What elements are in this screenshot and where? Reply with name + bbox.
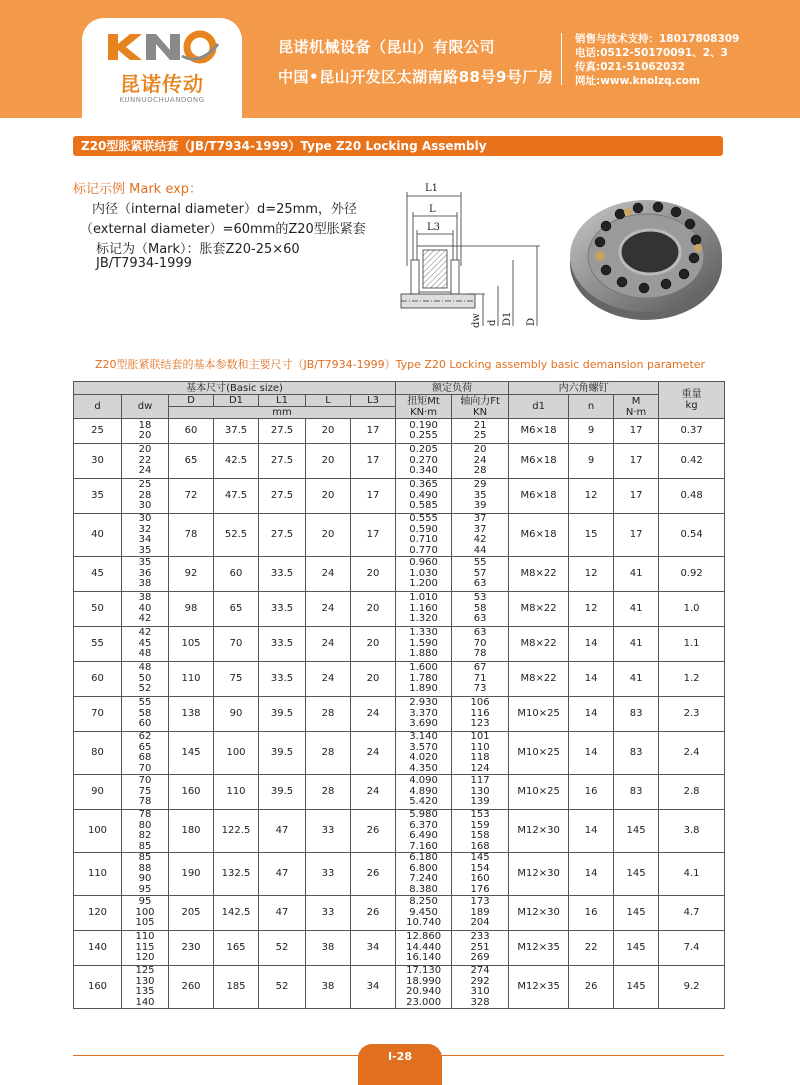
cell-dw: 25 28 30: [122, 479, 169, 514]
cell-L: 28: [306, 697, 351, 732]
cell-D: 260: [169, 966, 214, 1009]
cell-L: 20: [306, 479, 351, 514]
cell-D1: 132.5: [214, 853, 259, 896]
cell-d: 30: [74, 444, 122, 479]
header-col-L: L: [306, 395, 351, 407]
header-col-L1: L1: [259, 395, 306, 407]
cell-kg: 7.4: [659, 931, 725, 966]
cell-n: 15: [569, 514, 614, 557]
cell-d1: M10×25: [509, 697, 569, 732]
cell-d: 160: [74, 966, 122, 1009]
cell-mt: 1.010 1.160 1.320: [396, 592, 452, 627]
cell-m: 83: [614, 697, 659, 732]
cell-n: 14: [569, 853, 614, 896]
cell-m: 145: [614, 931, 659, 966]
cell-d1: M6×18: [509, 479, 569, 514]
cell-n: 22: [569, 931, 614, 966]
table-row: [74, 479, 725, 514]
cell-L3: 24: [351, 732, 396, 775]
table-row: [74, 444, 725, 479]
header-col-D: D: [169, 395, 214, 407]
header-col-d1: d1: [509, 395, 569, 419]
cell-ft: 173 189 204: [452, 896, 509, 931]
cell-D: 180: [169, 810, 214, 853]
cell-ft: 106 116 123: [452, 697, 509, 732]
cell-m: 145: [614, 810, 659, 853]
header-rated-load: 额定负荷: [396, 382, 509, 395]
cell-d1: M6×18: [509, 419, 569, 444]
cell-ft: 67 71 73: [452, 662, 509, 697]
cell-n: 16: [569, 896, 614, 931]
cell-ft: 274 292 310 328: [452, 966, 509, 1009]
cell-d: 110: [74, 853, 122, 896]
cell-L: 33: [306, 853, 351, 896]
cell-d1: M10×25: [509, 732, 569, 775]
table-row: [74, 931, 725, 966]
cell-L: 33: [306, 810, 351, 853]
header-weight: 重量 kg: [659, 382, 725, 419]
cell-D: 98: [169, 592, 214, 627]
cell-kg: 3.8: [659, 810, 725, 853]
cell-D1: 165: [214, 931, 259, 966]
label-d1: D1: [502, 311, 513, 326]
cell-d: 60: [74, 662, 122, 697]
contact-website: 网址:www.knolzq.com: [575, 75, 700, 87]
cell-L: 38: [306, 966, 351, 1009]
cell-mt: 12.860 14.440 16.140: [396, 931, 452, 966]
cell-L3: 20: [351, 627, 396, 662]
cell-mt: 3.140 3.570 4.020 4.350: [396, 732, 452, 775]
table-row: [74, 419, 725, 444]
cell-D1: 37.5: [214, 419, 259, 444]
logo: [82, 18, 242, 118]
cell-D1: 142.5: [214, 896, 259, 931]
cell-L1: 52: [259, 931, 306, 966]
cell-d: 55: [74, 627, 122, 662]
cell-dw: 62 65 68 70: [122, 732, 169, 775]
cell-D1: 60: [214, 557, 259, 592]
cell-d1: M8×22: [509, 627, 569, 662]
cell-ft: 55 57 63: [452, 557, 509, 592]
mark-example-line: 标记为（Mark）：胀套Z20-25×60: [96, 242, 300, 257]
cell-d1: M12×35: [509, 966, 569, 1009]
cell-D1: 100: [214, 732, 259, 775]
cell-L1: 33.5: [259, 662, 306, 697]
cell-L: 28: [306, 775, 351, 810]
cell-mt: 6.180 6.800 7.240 8.380: [396, 853, 452, 896]
cell-m: 17: [614, 514, 659, 557]
cell-dw: 20 22 24: [122, 444, 169, 479]
table-row: [74, 896, 725, 931]
cell-d1: M6×18: [509, 514, 569, 557]
cell-m: 17: [614, 444, 659, 479]
cell-D: 205: [169, 896, 214, 931]
cell-kg: 1.1: [659, 627, 725, 662]
contact-info: [575, 32, 739, 88]
mark-example-line: JB/T7934-1999: [96, 256, 192, 271]
cell-ft: 21 25: [452, 419, 509, 444]
cell-D1: 47.5: [214, 479, 259, 514]
cell-kg: 2.3: [659, 697, 725, 732]
cell-D: 138: [169, 697, 214, 732]
cell-m: 17: [614, 419, 659, 444]
cell-L3: 24: [351, 697, 396, 732]
cell-m: 145: [614, 966, 659, 1009]
header-screw: 内六角螺钉: [509, 382, 659, 395]
cell-kg: 4.1: [659, 853, 725, 896]
cell-d: 50: [74, 592, 122, 627]
cell-kg: 0.42: [659, 444, 725, 479]
company-name: 昆诺机械设备（昆山）有限公司: [278, 38, 496, 56]
cell-D1: 110: [214, 775, 259, 810]
cell-kg: 2.4: [659, 732, 725, 775]
cell-d1: M12×35: [509, 931, 569, 966]
cell-kg: 0.54: [659, 514, 725, 557]
cell-kg: 2.8: [659, 775, 725, 810]
cell-d1: M10×25: [509, 775, 569, 810]
cell-ft: 145 154 160 176: [452, 853, 509, 896]
cell-L1: 39.5: [259, 775, 306, 810]
cell-d: 40: [74, 514, 122, 557]
cell-L1: 33.5: [259, 592, 306, 627]
cell-n: 14: [569, 627, 614, 662]
cell-L1: 27.5: [259, 444, 306, 479]
cell-L: 38: [306, 931, 351, 966]
cell-L: 33: [306, 896, 351, 931]
logo-english: KUNNUOCHUANDONG: [119, 96, 205, 104]
table-row: [74, 592, 725, 627]
cell-L1: 47: [259, 853, 306, 896]
cell-m: 41: [614, 627, 659, 662]
table-row: [74, 514, 725, 557]
header-basic-size: 基本尺寸(Basic size): [74, 382, 396, 395]
spec-table-body: [74, 419, 725, 1009]
cell-D: 230: [169, 931, 214, 966]
cell-L3: 17: [351, 479, 396, 514]
header-col-mt: 扭矩Mt KN·m: [396, 395, 452, 419]
cell-L3: 26: [351, 810, 396, 853]
cell-d: 45: [74, 557, 122, 592]
cell-d1: M12×30: [509, 810, 569, 853]
cell-kg: 0.92: [659, 557, 725, 592]
cell-D1: 42.5: [214, 444, 259, 479]
cell-D: 105: [169, 627, 214, 662]
cell-mt: 0.190 0.255: [396, 419, 452, 444]
cell-dw: 78 80 82 85: [122, 810, 169, 853]
cell-D1: 75: [214, 662, 259, 697]
table-caption: Z20型胀紧联结套的基本参数和主要尺寸（JB/T7934-1999）Type Z20 Locking assembly basic demansion parameter: [94, 358, 706, 371]
cell-m: 145: [614, 896, 659, 931]
cell-L: 24: [306, 592, 351, 627]
cell-dw: 35 36 38: [122, 557, 169, 592]
cell-dw: 42 45 48: [122, 627, 169, 662]
cell-d: 35: [74, 479, 122, 514]
table-row: [74, 557, 725, 592]
cell-D: 145: [169, 732, 214, 775]
company-address: 中国•昆山开发区太湖南路88号9号厂房: [278, 68, 554, 86]
cell-n: 26: [569, 966, 614, 1009]
cell-ft: 63 70 78: [452, 627, 509, 662]
cell-d: 80: [74, 732, 122, 775]
cell-n: 12: [569, 479, 614, 514]
cell-kg: 9.2: [659, 966, 725, 1009]
cell-kg: 0.37: [659, 419, 725, 444]
cell-L: 24: [306, 557, 351, 592]
cell-d1: M12×30: [509, 896, 569, 931]
cell-L3: 17: [351, 514, 396, 557]
cell-D: 72: [169, 479, 214, 514]
mark-example-line: 内径（internal diameter）d=25mm，外径: [92, 202, 357, 217]
cell-L1: 39.5: [259, 697, 306, 732]
logo-mark-icon: [104, 30, 220, 64]
cell-L: 24: [306, 627, 351, 662]
cell-dw: 110 115 120: [122, 931, 169, 966]
table-row: [74, 627, 725, 662]
header-col-L3: L3: [351, 395, 396, 407]
cell-mt: 2.930 3.370 3.690: [396, 697, 452, 732]
cell-L1: 33.5: [259, 557, 306, 592]
header-unit-mm: mm: [169, 407, 396, 419]
cell-kg: 4.7: [659, 896, 725, 931]
cell-mt: 1.330 1.590 1.880: [396, 627, 452, 662]
label-dw: dw: [471, 313, 482, 328]
cell-dw: 125 130 135 140: [122, 966, 169, 1009]
cell-D: 92: [169, 557, 214, 592]
cell-mt: 0.960 1.030 1.200: [396, 557, 452, 592]
cell-d1: M12×30: [509, 853, 569, 896]
cell-ft: 37 37 42 44: [452, 514, 509, 557]
cell-D1: 52.5: [214, 514, 259, 557]
cell-L: 24: [306, 662, 351, 697]
cell-D: 160: [169, 775, 214, 810]
cell-D1: 90: [214, 697, 259, 732]
header-col-d: d: [74, 395, 122, 419]
logo-chinese: 昆诺传动: [120, 72, 204, 96]
cell-dw: 18 20: [122, 419, 169, 444]
cell-m: 83: [614, 775, 659, 810]
cell-mt: 17.130 18.990 20.940 23.000: [396, 966, 452, 1009]
cell-n: 14: [569, 732, 614, 775]
cell-mt: 8.250 9.450 10.740: [396, 896, 452, 931]
table-row: [74, 853, 725, 896]
cell-mt: 0.205 0.270 0.340: [396, 444, 452, 479]
cell-d: 90: [74, 775, 122, 810]
cell-n: 16: [569, 775, 614, 810]
cell-m: 41: [614, 592, 659, 627]
cell-L3: 20: [351, 662, 396, 697]
cell-ft: 101 110 118 124: [452, 732, 509, 775]
cell-kg: 0.48: [659, 479, 725, 514]
label-d: d: [487, 319, 498, 326]
label-l: L: [429, 204, 436, 215]
cell-L1: 27.5: [259, 479, 306, 514]
cell-m: 83: [614, 732, 659, 775]
cell-D: 78: [169, 514, 214, 557]
cell-d: 120: [74, 896, 122, 931]
mark-example-heading: 标记示例 Mark exp：: [73, 182, 203, 197]
cell-D: 110: [169, 662, 214, 697]
cell-mt: 4.090 4.890 5.420: [396, 775, 452, 810]
contact-fax: 传真:021-51062032: [575, 61, 685, 73]
cell-mt: 5.980 6.370 6.490 7.160: [396, 810, 452, 853]
cell-L3: 34: [351, 966, 396, 1009]
contact-sales: 销售与技术支持：18017808309: [575, 33, 740, 45]
cell-n: 12: [569, 592, 614, 627]
cell-L1: 52: [259, 966, 306, 1009]
cell-L3: 20: [351, 592, 396, 627]
cell-n: 12: [569, 557, 614, 592]
table-row: [74, 966, 725, 1009]
cell-L3: 20: [351, 557, 396, 592]
table-row: [74, 732, 725, 775]
page-header: [0, 0, 800, 118]
cell-m: 41: [614, 662, 659, 697]
cell-mt: 0.365 0.490 0.585: [396, 479, 452, 514]
header-col-dw: dw: [122, 395, 169, 419]
cell-n: 14: [569, 662, 614, 697]
cell-L3: 17: [351, 419, 396, 444]
cell-L3: 24: [351, 775, 396, 810]
spec-table: [73, 381, 725, 1009]
cell-ft: 153 159 158 168: [452, 810, 509, 853]
cell-m: 17: [614, 479, 659, 514]
cell-L3: 34: [351, 931, 396, 966]
cell-L1: 33.5: [259, 627, 306, 662]
cell-d1: M8×22: [509, 592, 569, 627]
cell-kg: 1.0: [659, 592, 725, 627]
contact-phone: 电话:0512-50170091、2、3: [575, 47, 728, 59]
cell-dw: 38 40 42: [122, 592, 169, 627]
header-col-D1: D1: [214, 395, 259, 407]
cell-d: 140: [74, 931, 122, 966]
cell-L1: 27.5: [259, 419, 306, 444]
product-photo: [566, 186, 726, 326]
table-row: [74, 810, 725, 853]
mark-example-line: （external diameter）=60mm的Z20型胀紧套: [80, 222, 366, 237]
cell-n: 9: [569, 419, 614, 444]
cell-n: 14: [569, 810, 614, 853]
cell-d1: M8×22: [509, 557, 569, 592]
table-row: [74, 662, 725, 697]
header-col-ft: 轴向力Ft KN: [452, 395, 509, 419]
cross-section-drawing: [395, 176, 555, 336]
cell-L1: 27.5: [259, 514, 306, 557]
label-l1: L1: [425, 183, 439, 194]
cell-n: 9: [569, 444, 614, 479]
label-D: D: [526, 317, 537, 326]
table-row: [74, 697, 725, 732]
cell-dw: 48 50 52: [122, 662, 169, 697]
cell-dw: 30 32 34 35: [122, 514, 169, 557]
cell-D: 190: [169, 853, 214, 896]
cell-ft: 233 251 269: [452, 931, 509, 966]
header-col-m: M N·m: [614, 395, 659, 419]
cell-L: 20: [306, 514, 351, 557]
cell-L3: 17: [351, 444, 396, 479]
cell-ft: 29 35 39: [452, 479, 509, 514]
cell-d1: M6×18: [509, 444, 569, 479]
cell-m: 41: [614, 557, 659, 592]
cell-ft: 117 130 139: [452, 775, 509, 810]
cell-mt: 1.600 1.780 1.890: [396, 662, 452, 697]
cell-L1: 39.5: [259, 732, 306, 775]
cell-L1: 47: [259, 810, 306, 853]
cell-L: 20: [306, 419, 351, 444]
page-number: I-28: [388, 1050, 412, 1063]
cell-D: 65: [169, 444, 214, 479]
cell-L1: 47: [259, 896, 306, 931]
cell-d: 70: [74, 697, 122, 732]
cell-kg: 1.2: [659, 662, 725, 697]
cell-D1: 70: [214, 627, 259, 662]
cell-dw: 70 75 78: [122, 775, 169, 810]
cell-dw: 85 88 90 95: [122, 853, 169, 896]
cell-n: 14: [569, 697, 614, 732]
cell-mt: 0.555 0.590 0.710 0.770: [396, 514, 452, 557]
label-l3: L3: [427, 222, 441, 233]
cell-D: 60: [169, 419, 214, 444]
cell-ft: 20 24 28: [452, 444, 509, 479]
cell-D1: 122.5: [214, 810, 259, 853]
section-title: Z20型胀紧联结套（JB/T7934-1999）Type Z20 Locking Assembly: [73, 136, 723, 156]
cell-L: 28: [306, 732, 351, 775]
cell-dw: 55 58 60: [122, 697, 169, 732]
cell-ft: 53 58 63: [452, 592, 509, 627]
cell-D1: 185: [214, 966, 259, 1009]
cell-L3: 26: [351, 853, 396, 896]
cell-L: 20: [306, 444, 351, 479]
cell-D1: 65: [214, 592, 259, 627]
header-divider: [561, 33, 562, 85]
cell-d: 25: [74, 419, 122, 444]
table-row: [74, 775, 725, 810]
cell-d1: M8×22: [509, 662, 569, 697]
cell-dw: 95 100 105: [122, 896, 169, 931]
cell-m: 145: [614, 853, 659, 896]
cell-L3: 26: [351, 896, 396, 931]
header-col-n: n: [569, 395, 614, 419]
cell-d: 100: [74, 810, 122, 853]
